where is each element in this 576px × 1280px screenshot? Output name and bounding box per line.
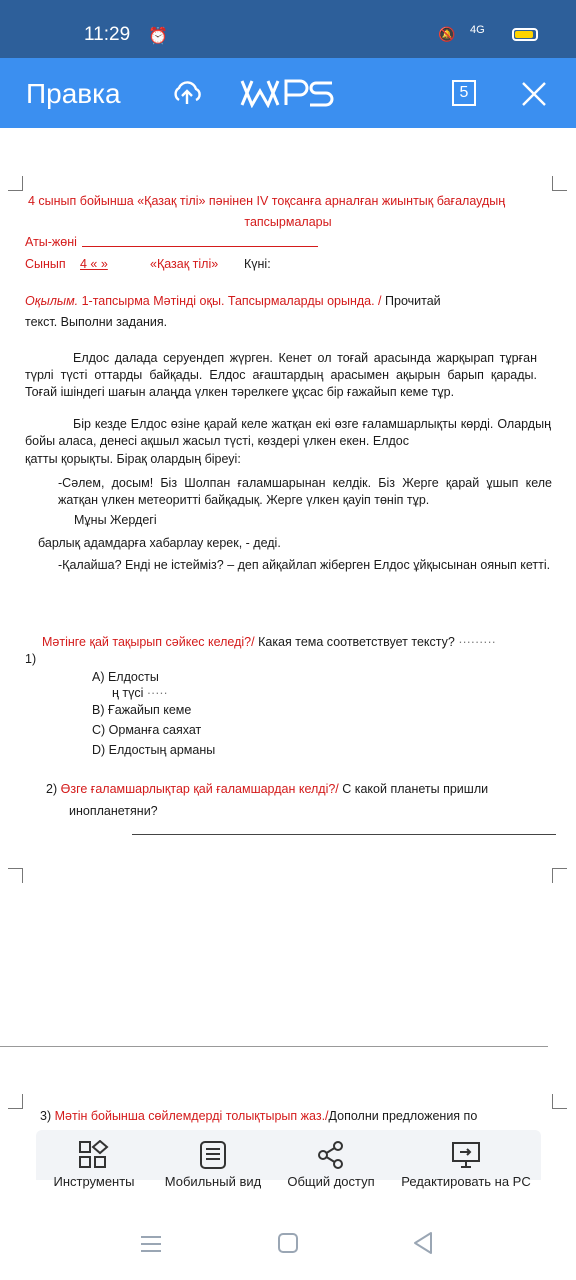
paragraph-3: қатты қорықты. Бірақ олардың біреуі: [25,452,241,466]
question-1 [42,634,496,650]
share-button[interactable] [276,1140,386,1189]
back-icon[interactable] [412,1231,434,1260]
battery-icon [512,28,538,41]
subject-label: «Қазақ тілі» [150,257,219,271]
mobile-view-label: Мобильный вид [164,1174,262,1189]
page-corner-mark [8,868,23,883]
cloud-upload-icon[interactable] [170,76,204,110]
paragraph-2: Бір кезде Елдос өзіне қарай келе жатқан екі өзге ғаламшарлықты көрді. Олардың бойы аласа, денесі ақшыл жасыл түсті, көздері үлкен екен. Елдос [25,417,551,448]
share-label: Общий доступ [287,1174,375,1189]
question-2-number: 2) [46,782,58,796]
task1-line2: текст. Выполни задания. [25,315,168,329]
edit-on-pc-button[interactable] [394,1140,538,1189]
share-icon [315,1140,347,1170]
question-2-black: С какой планеты пришли [338,782,489,796]
answer-line [132,834,556,835]
name-label: Аты-жөні [25,235,77,249]
page-corner-mark [552,176,567,191]
close-icon[interactable] [520,80,548,108]
tab-count-button[interactable]: 5 [452,80,476,106]
option-c: C) Орманға саяхат [92,723,202,737]
question-1-number: 1) [25,652,37,666]
document-title: 4 сынып бойынша «Қазақ тілі» пәнінен IV тоқсанға арналған жиынтық бағалаудың [28,194,506,208]
tools-button[interactable] [40,1140,148,1189]
question-3-black: Дополни предложения по [328,1109,478,1123]
question-2-line2: инопланетяни? [69,804,158,818]
page-divider [0,1046,548,1047]
tools-label: Инструменты [53,1174,135,1189]
name-underline [82,246,318,247]
mute-icon: 🔕 [438,26,456,42]
option-dots: ····· [146,686,168,700]
paragraph-4: -Сәлем, досым! Біз Шолпан ғаламшарынан келдік. Біз Жерге қарай ұшып келе жатқан үлкен метеоритті байқадық. Жерге үлкен қауіп төніп тұр. [58,476,552,507]
wps-logo [240,78,336,108]
question-3 [40,1108,477,1124]
option-a: A) Елдосты [92,670,159,684]
mobile-view-icon [197,1140,229,1170]
question-3-red: Мәтін бойынша сөйлемдерді толықтырып жаз./ [54,1109,329,1123]
network-indicator: 4G [470,24,485,36]
question-2 [46,781,488,797]
task1-heading [25,293,441,309]
document-title-line2: тапсырмалары [244,215,332,229]
task1-black: Прочитай [381,294,441,308]
edit-on-pc-label: Редактировать на PC [401,1174,531,1189]
paragraph-1: Елдос далада серуендеп жүрген. Кенет ол тоғай арасында жарқырап тұрған түрлі түсті оттарды байқады. Елдос ағаштардың арасымен ақырын барып қарады. Тоғай ішіндегі шағын алаңда үлкен тәрелкеге ұқсас бір ғажайып кеме тұр. [25,351,537,399]
edit-button[interactable]: Правка [26,78,121,109]
task1-red: 1-тапсырма Мәтінді оқы. Тапсырмаларды орында. / [78,294,382,308]
app-bar [0,58,576,128]
edit-on-pc-icon [450,1140,482,1170]
question-2-red: Өзге ғаламшарлықтар қай ғаламшардан келді?/ [60,782,339,796]
question-3-number: 3) [40,1109,52,1123]
menu-icon[interactable] [140,1234,162,1259]
page-corner-mark [8,176,23,191]
question-1-black: Какая тема соответствует тексту? [254,635,455,649]
date-label: Күні: [244,257,271,271]
paragraph-7: -Қалайша? Енді не істейміз? – деп айқайлап жіберген Елдос ұйқысынан оянып кетті. [58,558,551,572]
status-bar [0,0,576,58]
page-corner-mark [8,1094,23,1109]
grade-label: Сынып [25,257,66,271]
question-1-dots: ········· [458,635,496,649]
alarm-icon: ⏰ [148,28,168,45]
paragraph-5: Мұны Жердегі [74,513,157,527]
paragraph-6: барлық адамдарға хабарлау керек, - деді. [38,536,281,550]
home-icon[interactable] [278,1233,298,1253]
page-corner-mark [552,1094,567,1109]
option-a-continued [112,685,168,701]
option-a-continued-text: ң түсі [112,686,144,700]
option-b: B) Ғажайып кеме [92,703,192,717]
option-d: D) Елдостың арманы [92,743,216,757]
status-time: 11:29 [84,24,131,45]
page-corner-mark [552,868,567,883]
mobile-view-button[interactable] [158,1140,268,1189]
task1-italic: Оқылым. [25,294,79,308]
question-1-red: Мәтінге қай тақырып сәйкес келеді?/ [42,635,255,649]
tools-icon [78,1140,110,1170]
grade-value: 4 « » [80,257,108,271]
